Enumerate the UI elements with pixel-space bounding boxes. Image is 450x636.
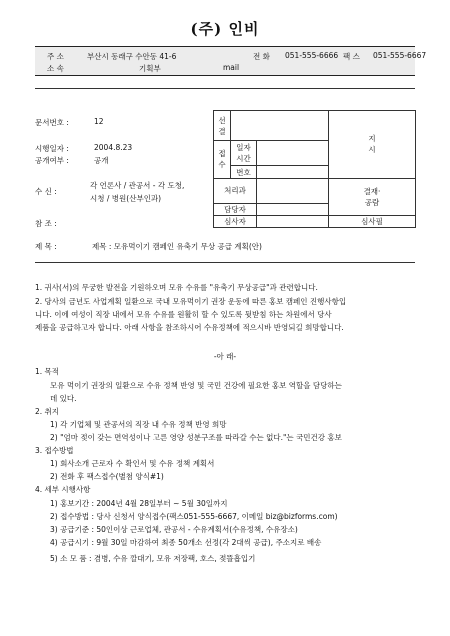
address-value: 부산시 동래구 수안동 41-6: [87, 52, 177, 61]
sender-info-box: [35, 46, 427, 76]
approval-datetime-cell: 일자시간: [231, 141, 257, 166]
disclosure-label: 공개여부 :: [35, 156, 69, 165]
approval-reviewer-cell: 심사자: [214, 215, 257, 227]
approval-table: [213, 110, 416, 228]
fax-label: 팩 스: [343, 52, 360, 61]
section-text: 2) 접수방법 : 당사 신청서 양식접수(팩스051-555-6667, 이메일 biz@bizforms.com): [50, 512, 338, 521]
section-text: 데 있다.: [50, 394, 77, 403]
section-text: 1) 각 기업체 및 관공서의 직장 내 수유 정책 반영 희망: [50, 420, 227, 429]
subject-label: 제 목 :: [35, 242, 57, 251]
section-text: 1) 회사소개 근로자 수 확인서 및 수유 정책 계획서: [50, 459, 215, 468]
phone-value: 051-555-6666: [285, 51, 339, 60]
intro-line: 2. 당사의 금년도 사업계획 일환으로 국내 모유먹이기 권장 운동에 따른 홍보 캠페인 진행사항입: [35, 297, 347, 306]
approval-owner-value: [257, 203, 329, 215]
intro-line: 제품을 공급하고자 합니다. 아래 사항을 참조하시어 수유정책에 적으시바 반영되길 희망합니다.: [35, 323, 344, 332]
approval-reviewer-value: [257, 215, 329, 227]
intro-line: 1. 귀사(서)의 무궁한 발전을 기원하오며 모유 수유를 "유축기 무상공급"과 관련합니다.: [35, 283, 318, 292]
date-label: 시행일자 :: [35, 144, 69, 153]
approval-process-value: [257, 178, 329, 203]
mail-label: mail: [223, 63, 240, 72]
section-text: 모유 먹이기 권장의 일환으로 수유 정책 반영 및 국민 건강에 필요한 홍보 역할을 담당하는: [50, 381, 342, 390]
approval-instruction-cell: 지시: [329, 111, 416, 179]
intro-line: 니다. 이에 여성이 직장 내에서 모유 수유를 원활히 할 수 있도록 뒷받침 하는 차원에서 당사: [35, 310, 332, 319]
approval-disclosure-cell: 결재·공람: [329, 178, 416, 215]
approval-preview-sign: [231, 111, 329, 141]
disclosure-value: 공개: [94, 156, 109, 165]
fax-value: 051-555-6667: [373, 51, 427, 60]
below-heading: -아 래-: [213, 352, 237, 361]
section-heading: 4. 세부 시행사항: [35, 485, 91, 494]
phone-label: 전 화: [253, 52, 270, 61]
section-text: 4) 공급시기 : 9월 30일 마감하여 최종 50개소 선정(각 2대씩 공급), 주소지로 배송: [50, 538, 322, 547]
approval-datetime-value: [257, 141, 329, 166]
doc-number-value: 12: [94, 117, 104, 126]
section-text: 2) 전화 후 팩스접수(별첨 양식#1): [50, 472, 164, 481]
divider-bottom: [35, 262, 415, 263]
department-label: 소 속: [47, 64, 64, 73]
doc-number-label: 문서번호 :: [35, 118, 69, 127]
section-text: 2) "엄마 젖이 갖는 면역성이나 고른 영양 성분구조를 따라갈 수는 없다."는 국민건강 홍보: [50, 433, 342, 442]
approval-receipt-cell: 접수: [214, 141, 231, 178]
approval-owner-cell: 담당자: [214, 203, 257, 215]
approval-process-cell: 처리과: [214, 178, 257, 203]
section-heading: 2. 취지: [35, 407, 60, 416]
approval-review-opinion-cell: 심사필: [329, 215, 416, 227]
approval-preview-cell: 선결: [214, 111, 231, 141]
date-value: 2004.8.23: [94, 143, 133, 152]
section-text: 5) 소 모 품 : 겸병, 수유 깔대기, 모유 저장팩, 호스, 젖뚈흡입기: [50, 554, 256, 563]
recipient-label: 수 신 :: [35, 187, 57, 196]
section-heading: 3. 접수방법: [35, 446, 74, 455]
department-value: 기획부: [139, 64, 161, 73]
document-title: (주) 인비: [190, 20, 260, 38]
section-heading: 1. 목적: [35, 367, 60, 376]
section-text: 3) 공급기준 : 50인이상 근로업체, 관공서 - 수유계획서(수유정책, 수유장소): [50, 525, 298, 534]
recipient-value-line1: 각 언론사 / 관공서 - 각 도청,: [90, 181, 185, 190]
approval-number-cell: 번호: [231, 166, 257, 178]
recipient-value-line2: 시청 / 병원(산부인과): [90, 194, 162, 203]
divider-top: [35, 88, 415, 89]
approval-number-value: [257, 166, 329, 178]
subject-value: 제목 : 모유먹이기 캠페인 유축기 무상 공급 계획(안): [92, 242, 262, 251]
address-label: 주 소: [47, 52, 64, 61]
section-text: 1) 홍보기간 : 2004년 4월 28일부터 ~ 5월 30일까지: [50, 499, 228, 508]
reference-label: 참 조 :: [35, 219, 57, 228]
